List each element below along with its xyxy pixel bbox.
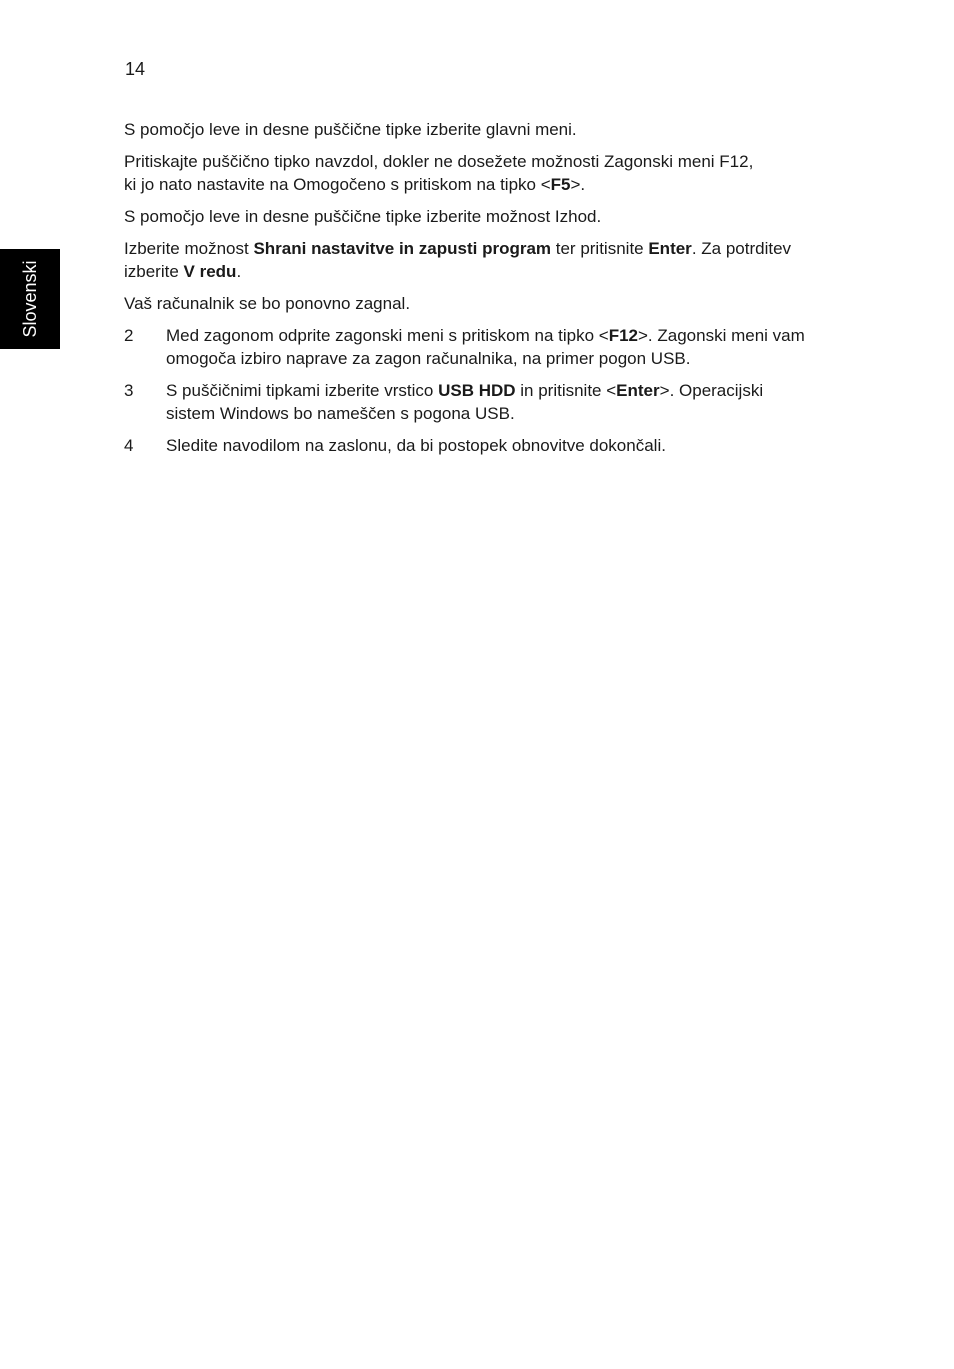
paragraph-select-exit: S pomočjo leve in desne puščične tipke izberite možnost Izhod. [124,207,602,226]
paragraph-boot-menu-line1: Pritiskajte puščično tipko navzdol, dokler ne dosežete možnosti Zagonski meni F12, [124,152,754,171]
step-text-post: >. Operacijski sistem Windows bo nameščen s pogona USB. [166,381,764,423]
paragraph-boot-menu-f12 [124,150,814,196]
step-text-pre: Med zagonom odprite zagonski meni s pritiskom na tipko < [166,326,609,345]
step-text [166,379,814,425]
step-text-pre: S puščičnimi tipkami izberite vrstico [166,381,439,400]
language-side-tab-label: Slovenski [20,260,40,338]
option-save-and-exit: Shrani nastavitve in zapusti program [253,239,552,258]
option-usb-hdd: USB HDD [438,381,516,400]
paragraph-boot-menu-line2-post: >. [570,175,586,194]
key-enter: Enter [648,239,692,258]
key-f5: F5 [550,175,571,194]
step-number: 3 [124,381,134,400]
paragraph-save-exit-post: . [236,262,242,281]
paragraph-save-exit [124,237,814,283]
paragraph-boot-menu-line2-pre: ki jo nato nastavite na Omogočeno s pritiskom na tipko < [124,175,551,194]
step-item [124,434,814,457]
step-text-mid: in pritisnite < [515,381,617,400]
step-item [124,324,814,370]
step-item [124,379,814,425]
step-number: 4 [124,436,134,455]
key-f12: F12 [608,326,638,345]
step-number: 2 [124,326,134,345]
language-side-tab [0,249,60,349]
page-number: 14 [125,59,146,79]
step-text-post: >. Zagonski meni vam omogoča izbiro naprave za zagon računalnika, na primer pogon USB. [166,326,805,368]
paragraph-save-exit-mid2: . Za potrditev izberite [124,239,792,281]
step-text: Sledite navodilom na zaslonu, da bi postopek obnovitve dokončali. [166,436,666,455]
document-body [124,118,814,466]
paragraph-restart: Vaš računalnik se bo ponovno zagnal. [124,294,411,313]
key-enter: Enter [616,381,660,400]
option-ok: V redu [183,262,237,281]
paragraph-select-main-menu: S pomočjo leve in desne puščične tipke izberite glavni meni. [124,120,577,139]
paragraph-save-exit-mid1: ter pritisnite [551,239,649,258]
paragraph-save-exit-pre: Izberite možnost [124,239,254,258]
step-text [166,324,814,370]
